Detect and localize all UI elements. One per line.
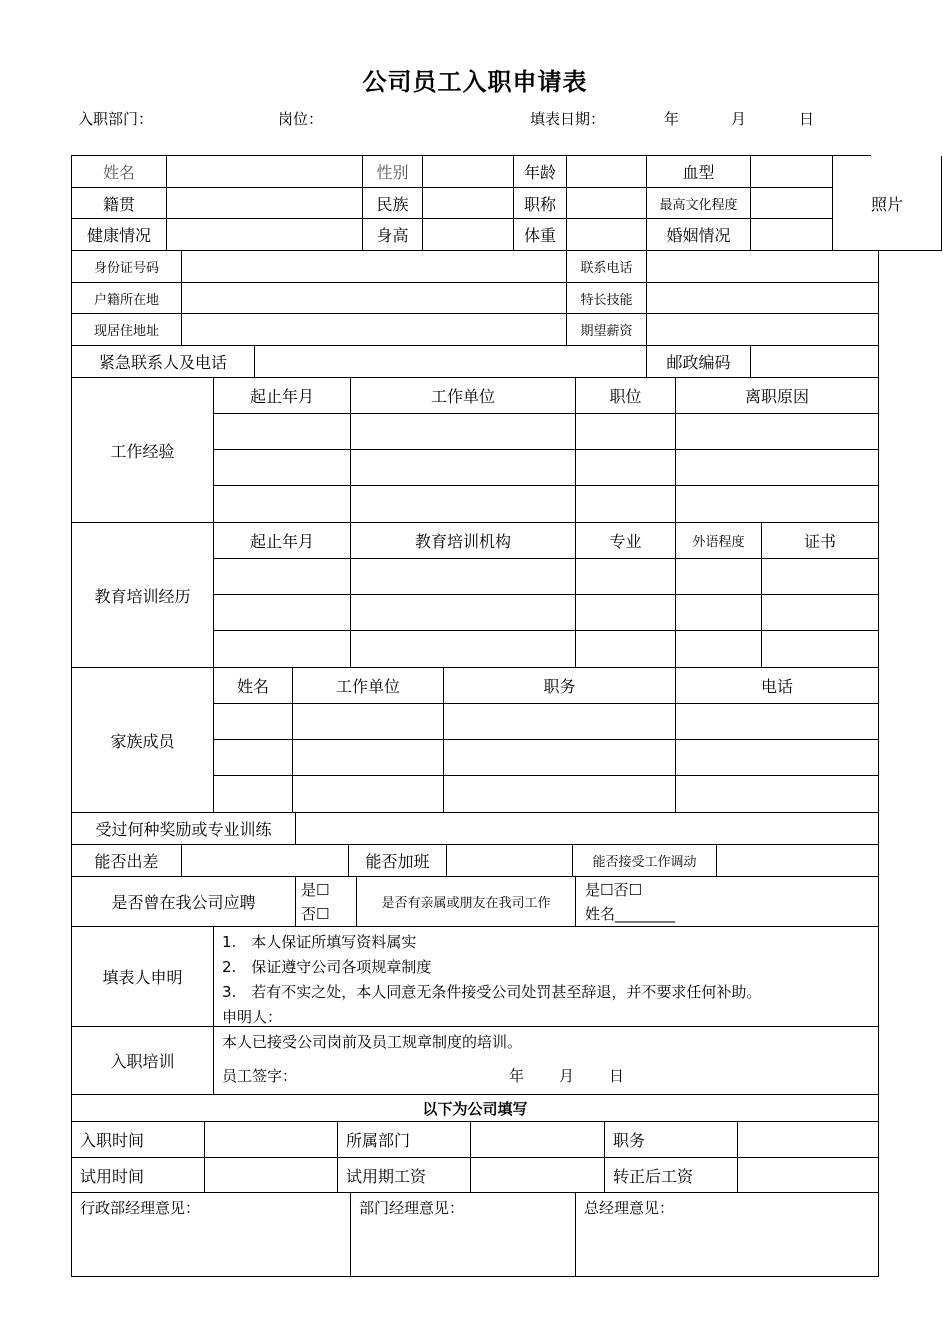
travel-field[interactable]	[182, 845, 349, 877]
family-cell[interactable]	[293, 776, 444, 813]
declaration-line-3: 3. 若有不实之处，本人同意无条件接受公司处罚甚至辞退，并不要求任何补助。	[222, 983, 762, 1001]
edu-cell[interactable]	[676, 595, 762, 631]
work-col-company: 工作单位	[351, 378, 576, 414]
position-field[interactable]	[738, 1122, 879, 1158]
address-field[interactable]	[182, 314, 567, 346]
emergency-contact-field[interactable]	[255, 346, 647, 378]
basic-info-block	[71, 155, 903, 251]
work-section-label: 工作经验	[72, 378, 214, 523]
entry-time-field[interactable]	[205, 1122, 338, 1158]
photo-box[interactable]: 照片	[833, 156, 942, 251]
family-cell[interactable]	[676, 704, 879, 740]
applied-before-choices[interactable]	[296, 877, 357, 927]
ethnic-label: 民族	[363, 188, 423, 219]
name-label: 姓名	[72, 156, 167, 188]
training-month: 月	[559, 1067, 575, 1085]
regular-salary-label: 转正后工资	[605, 1158, 738, 1193]
regular-salary-field[interactable]	[738, 1158, 879, 1193]
transfer-field[interactable]	[717, 845, 879, 877]
family-section-label: 家族成员	[72, 668, 214, 813]
dept-label: 所属部门	[338, 1122, 471, 1158]
applied-no-checkbox[interactable]: 否☐	[301, 904, 330, 923]
family-col-name: 姓名	[214, 668, 293, 704]
admin-manager-opinion[interactable]: 行政部经理意见：	[72, 1193, 351, 1277]
edu-cell[interactable]	[214, 631, 351, 668]
travel-label: 能否出差	[72, 845, 182, 877]
edu-col-major: 专业	[576, 523, 676, 559]
relatives-yes-no-checkboxes[interactable]: 是☐否☐	[585, 880, 642, 899]
trial-salary-label: 试用期工资	[338, 1158, 471, 1193]
training-day: 日	[609, 1067, 625, 1085]
dept-label: 入职部门：	[78, 110, 154, 128]
work-cell[interactable]	[576, 450, 676, 486]
family-cell[interactable]	[214, 776, 293, 813]
name-field[interactable]	[167, 156, 363, 188]
family-col-company: 工作单位	[293, 668, 444, 704]
work-cell[interactable]	[676, 450, 879, 486]
hukou-field[interactable]	[182, 283, 567, 314]
training-text: 本人已接受公司岗前及员工规章制度的培训。	[222, 1033, 523, 1051]
dept-field[interactable]	[471, 1122, 605, 1158]
work-cell[interactable]	[576, 486, 676, 523]
edu-section-label: 教育培训经历	[72, 523, 214, 668]
work-col-reason: 离职原因	[676, 378, 879, 414]
edu-cell[interactable]	[214, 559, 351, 595]
edu-cell[interactable]	[351, 631, 576, 668]
training-label: 入职培训	[72, 1027, 214, 1095]
edu-cell[interactable]	[576, 559, 676, 595]
skills-field[interactable]	[647, 283, 879, 314]
id-number-label: 身份证号码	[72, 251, 182, 283]
title-rank-field[interactable]	[567, 188, 647, 219]
awards-field[interactable]	[296, 813, 879, 845]
dept-manager-opinion[interactable]: 部门经理意见：	[351, 1193, 576, 1277]
height-label: 身高	[363, 219, 423, 251]
declaration-line-2: 2. 保证遵守公司各项规章制度	[222, 958, 432, 976]
family-cell[interactable]	[676, 776, 879, 813]
weight-field[interactable]	[567, 219, 647, 251]
work-cell[interactable]	[214, 486, 351, 523]
height-field[interactable]	[423, 219, 514, 251]
native-field[interactable]	[167, 188, 363, 219]
trial-time-field[interactable]	[205, 1158, 338, 1193]
post-label: 岗位：	[278, 110, 324, 128]
postcode-field[interactable]	[751, 346, 879, 378]
work-cell[interactable]	[351, 450, 576, 486]
entry-time-label: 入职时间	[72, 1122, 205, 1158]
family-cell[interactable]	[293, 704, 444, 740]
edu-col-institution: 教育培训机构	[351, 523, 576, 559]
applied-before-label: 是否曾在我公司应聘	[72, 877, 296, 927]
edu-col-language: 外语程度	[676, 523, 762, 559]
phone-field[interactable]	[647, 251, 879, 283]
training-year: 年	[509, 1067, 525, 1085]
family-cell[interactable]	[214, 704, 293, 740]
hukou-label: 户籍所在地	[72, 283, 182, 314]
form-title: 公司员工入职申请表	[362, 68, 588, 96]
work-cell[interactable]	[351, 414, 576, 450]
edu-cell[interactable]	[576, 595, 676, 631]
family-col-phone: 电话	[676, 668, 879, 704]
trial-salary-field[interactable]	[471, 1158, 605, 1193]
title-rank-label: 职称	[514, 188, 567, 219]
edu-cell[interactable]	[762, 559, 879, 595]
edu-cell[interactable]	[762, 595, 879, 631]
general-manager-opinion[interactable]: 总经理意见：	[576, 1193, 879, 1277]
family-col-duty: 职务	[444, 668, 676, 704]
postcode-label: 邮政编码	[647, 346, 751, 378]
gender-field[interactable]	[423, 156, 514, 188]
date-day: 日	[799, 110, 815, 128]
family-cell[interactable]	[444, 740, 676, 776]
position-label: 职务	[605, 1122, 738, 1158]
employee-signature[interactable]: 员工签字：	[222, 1067, 298, 1085]
main-form-block	[71, 250, 879, 1277]
skills-label: 特长技能	[567, 283, 647, 314]
family-cell[interactable]	[444, 704, 676, 740]
salary-label: 期望薪资	[567, 314, 647, 346]
work-cell[interactable]	[214, 450, 351, 486]
salary-field[interactable]	[647, 314, 879, 346]
emergency-contact-label: 紧急联系人及电话	[72, 346, 255, 378]
education-label: 最高文化程度	[647, 188, 751, 219]
relatives-name-field[interactable]: 姓名________	[585, 904, 676, 923]
edu-col-certificate: 证书	[762, 523, 879, 559]
blood-type-field[interactable]	[751, 156, 833, 188]
edu-cell[interactable]	[576, 631, 676, 668]
work-col-position: 职位	[576, 378, 676, 414]
family-cell[interactable]	[214, 740, 293, 776]
declaration-line-1: 1. 本人保证所填写资料属实	[222, 933, 417, 951]
work-col-period: 起止年月	[214, 378, 351, 414]
health-label: 健康情况	[72, 219, 167, 251]
education-field[interactable]	[751, 188, 833, 219]
declaration-signer[interactable]: 申明人：	[222, 1008, 283, 1026]
blood-type-label: 血型	[647, 156, 751, 188]
ethnic-field[interactable]	[423, 188, 514, 219]
edu-col-period: 起止年月	[214, 523, 351, 559]
marriage-label: 婚姻情况	[647, 219, 751, 251]
native-label: 籍贯	[72, 188, 167, 219]
work-cell[interactable]	[351, 486, 576, 523]
address-label: 现居住地址	[72, 314, 182, 346]
edu-cell[interactable]	[676, 559, 762, 595]
gender-label: 性别	[363, 156, 423, 188]
date-year: 年	[664, 110, 680, 128]
edu-cell[interactable]	[762, 631, 879, 668]
work-cell[interactable]	[676, 414, 879, 450]
fill-date-label: 填表日期：	[530, 110, 606, 128]
work-cell[interactable]	[576, 414, 676, 450]
marriage-field[interactable]	[751, 219, 833, 251]
relatives-label: 是否有亲属或朋友在我司工作	[357, 877, 576, 927]
applied-yes-checkbox[interactable]: 是☐	[301, 880, 330, 899]
trial-time-label: 试用时间	[72, 1158, 205, 1193]
transfer-label: 能否接受工作调动	[573, 845, 717, 877]
awards-label: 受过何种奖励或专业训练	[72, 813, 296, 845]
overtime-label: 能否加班	[349, 845, 447, 877]
edu-cell[interactable]	[676, 631, 762, 668]
overtime-field[interactable]	[447, 845, 573, 877]
age-field[interactable]	[567, 156, 647, 188]
relatives-choices[interactable]	[576, 877, 879, 927]
weight-label: 体重	[514, 219, 567, 251]
work-cell[interactable]	[676, 486, 879, 523]
edu-cell[interactable]	[351, 559, 576, 595]
work-cell[interactable]	[214, 414, 351, 450]
family-cell[interactable]	[444, 776, 676, 813]
phone-label: 联系电话	[567, 251, 647, 283]
age-label: 年龄	[514, 156, 567, 188]
family-cell[interactable]	[293, 740, 444, 776]
health-field[interactable]	[167, 219, 363, 251]
edu-cell[interactable]	[351, 595, 576, 631]
id-number-field[interactable]	[182, 251, 567, 283]
edu-cell[interactable]	[214, 595, 351, 631]
date-month: 月	[731, 110, 747, 128]
company-section-banner: 以下为公司填写	[72, 1095, 879, 1122]
family-cell[interactable]	[676, 740, 879, 776]
declaration-label: 填表人申明	[72, 927, 214, 1027]
